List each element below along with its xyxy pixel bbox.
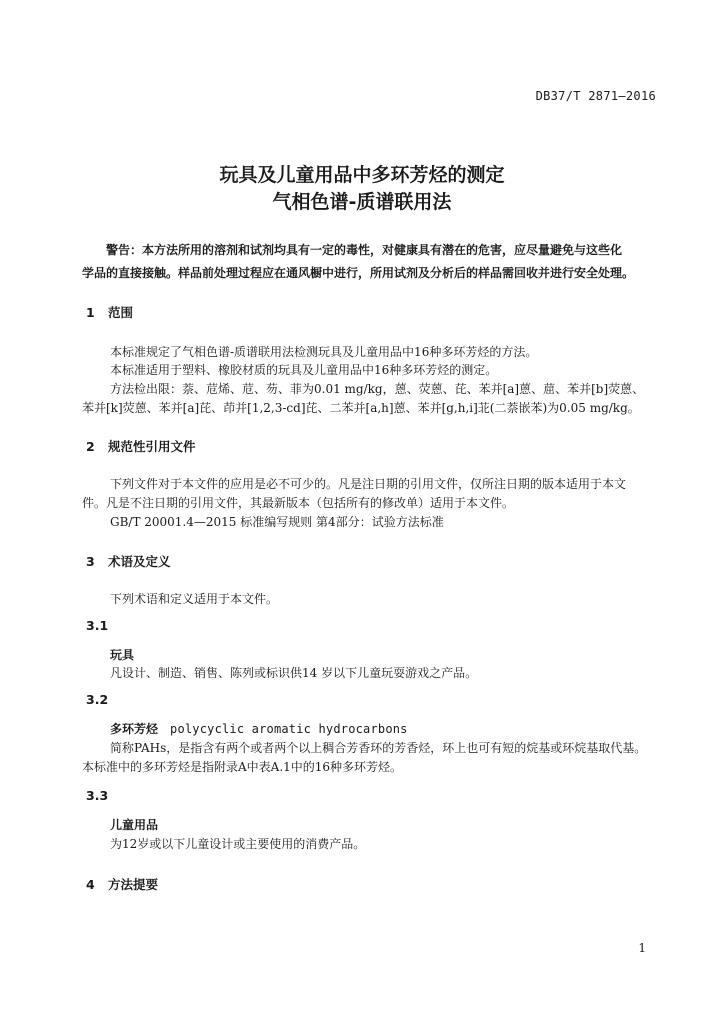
references-paragraph-1-line1: 下列文件对于本文件的应用是必不可少的。凡是注日期的引用文件，仅所注日期的版本适用于本文 (110, 477, 627, 491)
section-number: 2 (86, 439, 95, 454)
term-3-2-name: 多环芳烃 (110, 722, 159, 736)
warning-line2: 学品的直接接触。样品前处理过程应在通风橱中进行，所用试剂及分析后的样品需回收并进行安全处理。 (82, 266, 635, 280)
section-title: 方法提要 (108, 877, 159, 892)
warning-line1: 警告：本方法所用的溶剂和试剂均具有一定的毒性，对健康具有潜在的危害，应尽量避免与这些化 (106, 243, 623, 257)
standard-code: DB37/T 2871—2016 (535, 89, 656, 103)
term-3-3-number: 3.3 (86, 788, 109, 803)
section-number: 4 (86, 877, 95, 892)
term-3-2-definition-line1: 简称PAHs，是指含有两个或者两个以上稠合芳香环的芳香烃，环上也可有短的烷基或环烷基取代基。 (110, 741, 647, 755)
scope-paragraph-1: 本标准规定了气相色谱-质谱联用法检测玩具及儿童用品中16种多环芳烃的方法。 (110, 345, 538, 359)
warning-paragraph (82, 239, 656, 285)
references-paragraph-1-line2: 件。凡是不注日期的引用文件，其最新版本（包括所有的修改单）适用于本文件。 (82, 496, 515, 510)
section-4-heading (86, 875, 158, 893)
document-title-line2: 气相色谱-质谱联用法 (272, 191, 452, 213)
section-title: 术语及定义 (108, 554, 171, 569)
section-2-heading (86, 437, 196, 455)
term-3-2-number: 3.2 (86, 692, 109, 707)
scope-paragraph-3-line2: 苯并[k]荧蒽、苯并[a]芘、茚并[1,2,3-cd]芘、二苯并[a,h]蒽、苯并[g,h,i]苝(二萘嵌苯)为0.05 mg/kg。 (82, 401, 640, 415)
term-3-3-definition: 为12岁或以下儿童设计或主要使用的消费产品。 (110, 837, 366, 851)
section-number: 3 (86, 554, 95, 569)
references-paragraph-2: GB/T 20001.4—2015 标准编写规则 第4部分：试验方法标准 (110, 515, 444, 529)
term-3-1-name: 玩具 (110, 648, 135, 662)
scope-paragraph-2: 本标准适用于塑料、橡胶材质的玩具及儿童用品中16种多环芳烃的测定。 (110, 363, 498, 377)
term-3-1-definition: 凡设计、制造、销售、陈列或标识供14 岁以下儿童玩耍游戏之产品。 (110, 666, 478, 680)
scope-paragraph-3-line1: 方法检出限：萘、苊烯、苊、芴、菲为0.01 mg/kg，蒽、荧蒽、芘、苯并[a]蒽、䓛、苯并[b]荧蒽、 (110, 382, 645, 396)
document-title-line1: 玩具及儿童用品中多环芳烃的测定 (219, 164, 505, 186)
page-number: 1 (638, 941, 646, 955)
section-3-heading (86, 552, 171, 570)
section-number: 1 (86, 305, 95, 320)
section-title: 规范性引用文件 (108, 439, 196, 454)
section-1-heading (86, 303, 133, 321)
term-3-1-number: 3.1 (86, 618, 109, 633)
term-3-2-heading (110, 720, 408, 737)
section-title: 范围 (108, 305, 134, 320)
term-3-2-english-name: polycyclic aromatic hydrocarbons (170, 722, 408, 736)
term-3-3-name: 儿童用品 (110, 818, 159, 832)
term-3-2-definition-line2: 本标准中的多环芳烃是指附录A中表A.1中的16种多环芳烃。 (82, 760, 403, 774)
terms-intro: 下列术语和定义适用于本文件。 (110, 592, 279, 606)
